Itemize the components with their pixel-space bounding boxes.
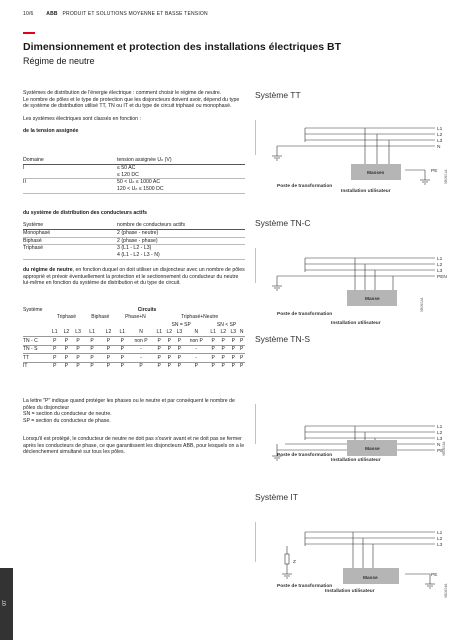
voltage-header-tension: tension assignée Uₙ (V) — [117, 157, 245, 164]
impedance-icon — [285, 554, 289, 564]
voltage-heading: de la tension assignée — [23, 128, 79, 135]
circuit-cell: P — [218, 345, 228, 354]
line-label: L1 — [437, 127, 443, 132]
note-sn: SN = section du conducteur de neutre. — [23, 411, 112, 418]
group-label: Triphasé — [56, 314, 77, 321]
circuit-cell: P — [164, 337, 174, 346]
circuit-col-header: N — [194, 329, 199, 336]
circuit-cell: P — [117, 354, 128, 363]
poste-label: Poste de transformation — [277, 312, 333, 317]
diagram-tnc — [255, 228, 450, 328]
dist-cell: 2 (phase - phase) — [117, 237, 245, 245]
dist-cell: 4 (L1 - L2 - L3 - N) — [117, 252, 245, 259]
ground-icon — [425, 584, 435, 588]
circuit-cell: P — [228, 337, 238, 346]
circuit-cell: P — [61, 345, 73, 354]
circuit-cell: P — [61, 362, 73, 370]
circuit-cell: P — [164, 345, 174, 354]
pe-label: PE — [431, 169, 438, 174]
dist-cell: Monophasé — [23, 229, 117, 237]
intro-text: Le nombre de pôles et le type de protection que les disjoncteurs doivent avoir, dépend du type de système de distribution utilisé TT, TN ou IT et du type de circuit triphasé ou monophasé. — [23, 96, 240, 110]
circuit-cell: P — [128, 362, 154, 370]
voltage-cell: ≤ 50 AC — [117, 164, 136, 171]
circuit-cell: P — [174, 362, 184, 370]
circuit-system: TT — [23, 354, 49, 363]
page-number: 10/6 — [23, 11, 34, 17]
diagram-tns — [255, 344, 450, 469]
circuit-col-header: L3 — [230, 329, 237, 336]
circuit-col-header: N — [139, 329, 143, 336]
diagram-code: VB0603A — [442, 441, 446, 456]
circuit-cell: P — [228, 362, 238, 370]
circuit-col-header: L1 — [89, 329, 95, 336]
line-label: L1 — [437, 531, 443, 536]
ground-icon — [272, 156, 282, 160]
circuit-cell: - — [128, 345, 154, 354]
voltage-cell: 120 < Uₙ ≤ 1500 DC — [117, 186, 245, 193]
diagram-code: VB0602A — [420, 297, 424, 312]
circuit-cell: P — [240, 354, 244, 361]
circuit-cell: P — [100, 337, 116, 346]
circuit-cell: P — [72, 337, 84, 346]
circuit-cell: P — [117, 337, 128, 346]
page-header — [23, 11, 208, 17]
dist-cell — [23, 252, 117, 259]
circuit-cell: P — [72, 354, 84, 363]
circuit-col-header: L1 — [52, 329, 58, 336]
circuit-cell: P — [100, 362, 116, 370]
circuit-row — [23, 337, 245, 346]
circuit-cell: - — [128, 354, 154, 363]
install-label: Installation utilisateur — [331, 321, 381, 326]
circuit-cell: P — [49, 354, 61, 363]
masses-label: Masse — [365, 297, 380, 302]
ground-icon — [420, 180, 430, 184]
diagram-title-tns: Système TN-S — [255, 334, 311, 344]
line-label: L3 — [437, 269, 443, 274]
circuit-cell: P — [184, 362, 208, 370]
circuit-cell: P — [240, 346, 244, 353]
circuit-cell: P — [61, 354, 73, 363]
line-label: L1 — [437, 425, 443, 430]
line-label: L2 — [437, 133, 443, 138]
sub-label: SN = SP — [171, 321, 191, 328]
circuit-cell: P — [240, 363, 244, 370]
sub-label: SN < SP — [216, 321, 237, 328]
circuit-col-header: L1 — [210, 329, 216, 336]
circuit-cell: P — [154, 354, 164, 363]
voltage-table — [23, 157, 245, 194]
circuit-cell: - — [184, 354, 208, 363]
circuit-col-header: N — [239, 329, 244, 336]
circuit-table — [23, 306, 245, 370]
line-label: PE — [437, 449, 444, 454]
line-label: L1 — [437, 257, 443, 262]
dist-header-system: Système — [23, 222, 117, 229]
circuit-cell: P — [84, 337, 100, 346]
line-label: L2 — [437, 263, 443, 268]
line-label: L2 — [437, 431, 443, 436]
circuit-cell: P — [61, 337, 73, 346]
circuit-table-wrap — [23, 306, 245, 370]
line-label: N — [437, 145, 441, 150]
neutral-paragraph — [23, 267, 245, 287]
line-label: N — [437, 443, 441, 448]
voltage-cell — [23, 172, 117, 179]
voltage-cell: II — [23, 179, 26, 186]
circuit-cell: P — [174, 354, 184, 363]
pe-label: PE — [431, 573, 438, 578]
line-label: PEN — [437, 275, 447, 280]
diagram-it — [255, 502, 450, 607]
dist-heading: du système de distribution des conducteurs actifs — [23, 210, 147, 216]
circuit-cell: P — [49, 362, 61, 370]
accent-bar — [23, 32, 35, 34]
line-label: L2 — [437, 537, 443, 542]
page-subtitle: Régime de neutre — [23, 56, 95, 66]
group-label: Phase+N — [125, 314, 146, 321]
masses-label: Masse — [363, 576, 378, 581]
brand-name: ABB — [46, 11, 58, 17]
diagram-title-tt: Système TT — [255, 90, 301, 100]
circuit-cell: P — [174, 345, 184, 354]
circuit-col-header: L2 — [220, 329, 226, 336]
circuit-cell: P — [49, 337, 61, 346]
voltage-cell — [23, 186, 117, 193]
circuit-cell: P — [208, 354, 218, 363]
circuit-col-header: L2 — [166, 329, 173, 336]
diagram-title-it: Système IT — [255, 492, 298, 502]
circuit-cell: P — [72, 345, 84, 354]
circuit-col-header: L2 — [105, 329, 112, 336]
side-tab-label: 07 — [1, 600, 8, 606]
dist-cell: Biphasé — [23, 237, 117, 245]
page-title: Dimensionnement et protection des installations électriques BT — [23, 41, 341, 53]
voltage-header-domain: Domaine — [23, 157, 117, 164]
closing-paragraph: Lorsqu'il est protégé, le conducteur de neutre ne doit pas s'ouvrir avant et ne doit pas se fermer après les conducteurs de phase, ce que garantissent les disjoncteurs ABB, pour lesquels on a le déclenchement simultané sur tous les pôles. — [23, 436, 245, 456]
circuit-cell: - — [184, 345, 208, 354]
circuit-cell: P — [100, 345, 116, 354]
ground-icon — [282, 574, 292, 578]
circuit-cell: P — [72, 362, 84, 370]
intro-paragraph — [23, 90, 245, 110]
circuit-cell: P — [240, 337, 244, 344]
circuit-cell: P — [228, 354, 238, 363]
diagram-code: VB0601A — [444, 169, 448, 184]
line-label: L3 — [437, 139, 443, 144]
dist-table-wrap — [23, 222, 245, 260]
classified-text: Les systèmes électriques sont classés en fonction : — [23, 115, 141, 122]
circuit-cell: P — [208, 362, 218, 370]
circuit-cell: P — [154, 362, 164, 370]
line-label: L3 — [437, 543, 443, 548]
dist-table — [23, 222, 245, 260]
group-label: Biphasé — [91, 314, 110, 321]
diagram-code: VB0604A — [444, 583, 448, 598]
circuit-col-header: L2 — [63, 329, 70, 336]
circuit-cell: P — [154, 337, 164, 346]
poste-label: Poste de transformation — [277, 453, 333, 458]
circuit-row — [23, 362, 245, 370]
voltage-cell: I — [23, 164, 25, 171]
voltage-cell: 50 < Uₙ ≤ 1000 AC — [117, 179, 161, 186]
circuit-system: TN - C — [23, 337, 49, 346]
voltage-table-wrap — [23, 157, 245, 194]
voltage-cell: ≤ 120 DC — [117, 172, 245, 179]
circuit-cell: P — [218, 362, 228, 370]
circuit-row — [23, 345, 245, 354]
circuit-cell: P — [164, 362, 174, 370]
install-label: Installation utilisateur — [331, 458, 381, 463]
poste-label: Poste de transformation — [277, 184, 333, 189]
dist-cell: Triphasé — [23, 245, 43, 252]
circuit-cell: P — [117, 345, 128, 354]
section-name: PRODUIT ET SOLUTIONS MOYENNE ET BASSE TENSION — [62, 11, 208, 17]
left-column — [23, 90, 245, 139]
poste-label: Poste de transformation — [277, 584, 333, 589]
dist-cell: 3 (L1 - L2 - L3) — [117, 245, 152, 252]
circuit-col-header: L3 — [75, 329, 81, 336]
circuit-cell: non P — [184, 337, 208, 346]
z-label: Z — [293, 560, 296, 565]
circuit-cell: P — [228, 345, 238, 354]
group-label: Triphasé+Neutre — [180, 314, 219, 321]
dist-cell: 2 (phase - neutre) — [117, 229, 245, 237]
ground-icon — [272, 286, 282, 290]
diagram-tt — [255, 100, 450, 205]
circuit-cell: P — [117, 362, 128, 370]
dist-header-count: nombre de conducteurs actifs — [117, 222, 245, 229]
circuit-cell: P — [174, 337, 184, 346]
install-label: Installation utilisateur — [325, 589, 375, 594]
notes — [23, 398, 245, 424]
circuit-col-header: L1 — [119, 329, 126, 336]
circuit-cell: P — [49, 345, 61, 354]
circuit-col-header: L1 — [156, 329, 162, 336]
circuit-system-label: Système — [23, 306, 43, 313]
install-label: Installation utilisateur — [341, 189, 391, 194]
circuit-system: IT — [23, 362, 49, 370]
circuit-cell: P — [208, 337, 218, 346]
circuit-system: TN - S — [23, 345, 49, 354]
circuit-cell: P — [218, 354, 228, 363]
line-label: L3 — [437, 437, 443, 442]
circuit-circuits-label: Circuits — [137, 306, 157, 313]
circuit-cell: non P — [128, 337, 154, 346]
circuit-cell: P — [164, 354, 174, 363]
circuit-cell: P — [218, 337, 228, 346]
masses-label: Masse — [365, 447, 380, 452]
circuit-cell: P — [84, 345, 100, 354]
note-sp: SP = section du conducteur de phase. — [23, 417, 111, 424]
circuit-cell: P — [84, 354, 100, 363]
circuit-cell: P — [100, 354, 116, 363]
neutral-bold: du régime de neutre — [23, 267, 73, 273]
circuit-row — [23, 354, 245, 363]
circuit-cell: P — [208, 345, 218, 354]
circuit-cell: P — [154, 345, 164, 354]
circuit-cell: P — [84, 362, 100, 370]
neutral-text: , en fonction duquel on doit utiliser un disjoncteur avec un nombre de pôles approprié et prévoir éventuellement la protection et le sectionnement du conducteur du neutre lui-même en fonction du système de distribution et du type de circuit. — [23, 267, 245, 287]
diagram-title-tnc: Système TN-C — [255, 218, 311, 228]
note-p: La lettre "P" indique quand protéger les phases ou le neutre et par conséquent le nombre de pôles du disjoncteur — [23, 398, 235, 411]
masses-label: Masses — [367, 171, 385, 176]
circuit-col-header: L3 — [176, 329, 183, 336]
intro-bold: Systèmes de distribution de l'énergie électrique : comment choisir le régime de neutre. — [23, 90, 222, 96]
